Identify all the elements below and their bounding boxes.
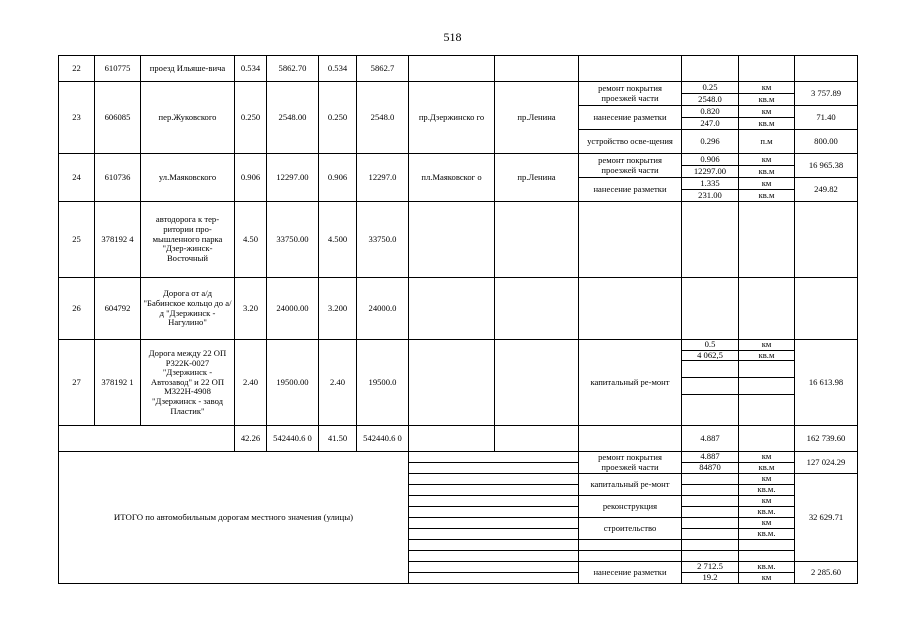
section-to: пр.Ленина	[495, 154, 579, 202]
work-unit: п.м	[739, 130, 795, 154]
page-number: 518	[443, 30, 462, 44]
road-code: 378192 1	[95, 340, 141, 426]
length-km-2: 0.906	[319, 154, 357, 202]
subtotal-area: 542440.6 0	[267, 426, 319, 452]
itogo-cap-u1: км	[739, 474, 795, 485]
area-sqm: 2548.00	[267, 82, 319, 154]
itogo-repair-label: ремонт покрытия проезжей части	[579, 452, 682, 474]
itogo-spacer	[409, 529, 579, 540]
work-quantity: 0.296	[682, 130, 739, 154]
area-sqm: 12297.00	[267, 154, 319, 202]
area-sqm: 24000.00	[267, 278, 319, 340]
length-km-2: 0.534	[319, 56, 357, 82]
itogo-empty-label	[579, 551, 682, 562]
road-code: 610775	[95, 56, 141, 82]
work-quantity: 247.0	[682, 118, 739, 130]
road-name: автодорога к тер-ритории про-мышленного парка "Дзер-жинск-Восточный	[141, 202, 235, 278]
itogo-mark-u2: км	[739, 573, 795, 584]
itogo-cap-q2	[682, 485, 739, 496]
length-km: 3.20	[235, 278, 267, 340]
itogo-empty-u	[739, 540, 795, 551]
itogo-empty-q	[682, 551, 739, 562]
itogo-spacer	[409, 551, 579, 562]
section-to	[495, 426, 579, 452]
road-name: проезд Ильяше-вича	[141, 56, 235, 82]
table-row	[59, 56, 858, 82]
length-km: 2.40	[235, 340, 267, 426]
length-km: 4.50	[235, 202, 267, 278]
itogo-empty-u	[739, 551, 795, 562]
work-sum: 3 757.89	[795, 82, 858, 106]
work-unit: кв.м	[739, 94, 795, 106]
work-quantity: 0.820	[682, 106, 739, 118]
itogo-empty-q	[682, 540, 739, 551]
work-unit: км	[739, 154, 795, 166]
work-unit	[739, 361, 795, 378]
subtotal-length: 42.26	[235, 426, 267, 452]
itogo-recon-q2	[682, 507, 739, 518]
work-unit	[739, 378, 795, 395]
row-number: 27	[59, 340, 95, 426]
table-row	[59, 202, 858, 278]
work-type	[579, 278, 682, 340]
itogo-spacer	[409, 485, 579, 496]
itogo-spacer	[409, 507, 579, 518]
work-unit	[739, 202, 795, 278]
road-code: 610736	[95, 154, 141, 202]
itogo-spacer	[409, 562, 579, 573]
itogo-repair-sum: 127 024.29	[795, 452, 858, 474]
area-sqm-2: 19500.0	[357, 340, 409, 426]
area-sqm: 33750.00	[267, 202, 319, 278]
work-quantity	[682, 56, 739, 82]
work-quantity: 12297.00	[682, 166, 739, 178]
itogo-cap-label: капитальный ре-монт	[579, 474, 682, 496]
length-km-2: 2.40	[319, 340, 357, 426]
road-name: Дорога между 22 ОП Р322К-0027 "Дзержинск - Автозавод" и 22 ОП М322Н-4908 "Дзержинск - завод Пластик"	[141, 340, 235, 426]
area-sqm: 5862.70	[267, 56, 319, 82]
section-to	[495, 202, 579, 278]
subtotal-sum: 162 739.60	[795, 426, 858, 452]
itogo-spacer	[409, 474, 579, 485]
work-type: ремонт покрытия проезжей части	[579, 82, 682, 106]
section-from	[409, 56, 495, 82]
work-sum: 16 613.98	[795, 340, 858, 426]
work-quantity: 0.906	[682, 154, 739, 166]
subtotal-area-2: 542440.6 0	[357, 426, 409, 452]
work-quantity	[682, 361, 739, 378]
work-unit: кв.м	[739, 118, 795, 130]
subtotal-label	[59, 426, 235, 452]
itogo-spacer	[409, 496, 579, 507]
itogo-spacer	[409, 452, 579, 463]
itogo-build-u1: км	[739, 518, 795, 529]
section-to	[495, 56, 579, 82]
itogo-repair-u1: км	[739, 452, 795, 463]
work-quantity: 4 062,5	[682, 350, 739, 361]
itogo-mark-u1: кв.м.	[739, 562, 795, 573]
length-km-2: 3.200	[319, 278, 357, 340]
work-sum	[795, 56, 858, 82]
subtotal-quantity: 4.887	[682, 426, 739, 452]
subtotal-row	[59, 426, 858, 452]
section-from	[409, 426, 495, 452]
work-type: нанесение разметки	[579, 106, 682, 130]
work-unit	[739, 426, 795, 452]
work-sum: 71.40	[795, 106, 858, 130]
itogo-cap-q1	[682, 474, 739, 485]
length-km-2: 4.500	[319, 202, 357, 278]
length-km-2: 0.250	[319, 82, 357, 154]
work-unit: кв.м	[739, 166, 795, 178]
itogo-build-q2	[682, 529, 739, 540]
subtotal-length-2: 41.50	[319, 426, 357, 452]
work-unit: кв.м	[739, 350, 795, 361]
work-type: капитальный ре-монт	[579, 340, 682, 426]
section-to: пр.Ленина	[495, 82, 579, 154]
work-sum: 249.82	[795, 178, 858, 202]
work-unit: км	[739, 82, 795, 94]
work-sum: 800.00	[795, 130, 858, 154]
work-quantity	[682, 202, 739, 278]
section-from	[409, 278, 495, 340]
work-type	[579, 426, 682, 452]
itogo-mark-sum: 2 285.60	[795, 562, 858, 584]
itogo-label: ИТОГО по автомобильным дорогам местного значения (улицы)	[59, 452, 409, 584]
work-unit: км	[739, 106, 795, 118]
row-number: 26	[59, 278, 95, 340]
row-number: 24	[59, 154, 95, 202]
itogo-recon-label: реконструкция	[579, 496, 682, 518]
itogo-spacer	[409, 540, 579, 551]
work-quantity: 2548.0	[682, 94, 739, 106]
row-number: 22	[59, 56, 95, 82]
work-quantity	[682, 378, 739, 395]
itogo-spacer	[409, 518, 579, 529]
road-name: ул.Маяковского	[141, 154, 235, 202]
work-sum: 16 965.38	[795, 154, 858, 178]
work-sum	[795, 202, 858, 278]
table-row	[59, 340, 858, 351]
work-unit: кв.м	[739, 190, 795, 202]
work-type: нанесение разметки	[579, 178, 682, 202]
section-to	[495, 278, 579, 340]
work-quantity: 0.25	[682, 82, 739, 94]
road-name: пер.Жуковского	[141, 82, 235, 154]
itogo-row	[59, 452, 858, 463]
section-from	[409, 340, 495, 426]
itogo-mark-label: нанесение разметки	[579, 562, 682, 584]
work-quantity	[682, 395, 739, 426]
length-km: 0.906	[235, 154, 267, 202]
work-unit	[739, 56, 795, 82]
length-km: 0.250	[235, 82, 267, 154]
road-code: 604792	[95, 278, 141, 340]
work-unit	[739, 395, 795, 426]
work-type	[579, 56, 682, 82]
table-row	[59, 82, 858, 94]
work-quantity: 0.5	[682, 340, 739, 351]
itogo-recon-u2: кв.м.	[739, 507, 795, 518]
work-sum	[795, 278, 858, 340]
work-type: ремонт покрытия проезжей части	[579, 154, 682, 178]
itogo-build-q1	[682, 518, 739, 529]
itogo-spacer	[409, 463, 579, 474]
section-to	[495, 340, 579, 426]
area-sqm-2: 12297.0	[357, 154, 409, 202]
area-sqm-2: 24000.0	[357, 278, 409, 340]
work-unit: км	[739, 178, 795, 190]
work-quantity	[682, 278, 739, 340]
road-code: 606085	[95, 82, 141, 154]
table-row	[59, 154, 858, 166]
itogo-recon-u1: км	[739, 496, 795, 507]
work-quantity: 231.00	[682, 190, 739, 202]
work-type	[579, 202, 682, 278]
section-from: пл.Маяковског о	[409, 154, 495, 202]
itogo-build-u2: кв.м.	[739, 529, 795, 540]
work-quantity: 1.335	[682, 178, 739, 190]
itogo-repair-q1: 4.887	[682, 452, 739, 463]
length-km: 0.534	[235, 56, 267, 82]
work-unit: км	[739, 340, 795, 351]
road-name: Дорога от а/д "Бабинское кольцо до а/д "Дзержинск - Нагулино"	[141, 278, 235, 340]
itogo-repair-u2: кв.м	[739, 463, 795, 474]
itogo-recon-q1	[682, 496, 739, 507]
area-sqm-2: 33750.0	[357, 202, 409, 278]
itogo-build-label: строительство	[579, 518, 682, 540]
roads-table	[58, 55, 858, 584]
area-sqm-2: 2548.0	[357, 82, 409, 154]
section-from: пр.Дзержинско го	[409, 82, 495, 154]
itogo-cap-u2: кв.м.	[739, 485, 795, 496]
itogo-mark-q1: 2 712.5	[682, 562, 739, 573]
itogo-empty-label	[579, 540, 682, 551]
row-number: 25	[59, 202, 95, 278]
work-unit	[739, 278, 795, 340]
itogo-mark-q2: 19.2	[682, 573, 739, 584]
area-sqm: 19500.00	[267, 340, 319, 426]
itogo-spacer	[409, 573, 579, 584]
itogo-recon-sum: 32 629.71	[795, 474, 858, 562]
work-type: устройство осве-щения	[579, 130, 682, 154]
area-sqm-2: 5862.7	[357, 56, 409, 82]
itogo-repair-q2: 84870	[682, 463, 739, 474]
road-code: 378192 4	[95, 202, 141, 278]
row-number: 23	[59, 82, 95, 154]
section-from	[409, 202, 495, 278]
table-row	[59, 278, 858, 340]
